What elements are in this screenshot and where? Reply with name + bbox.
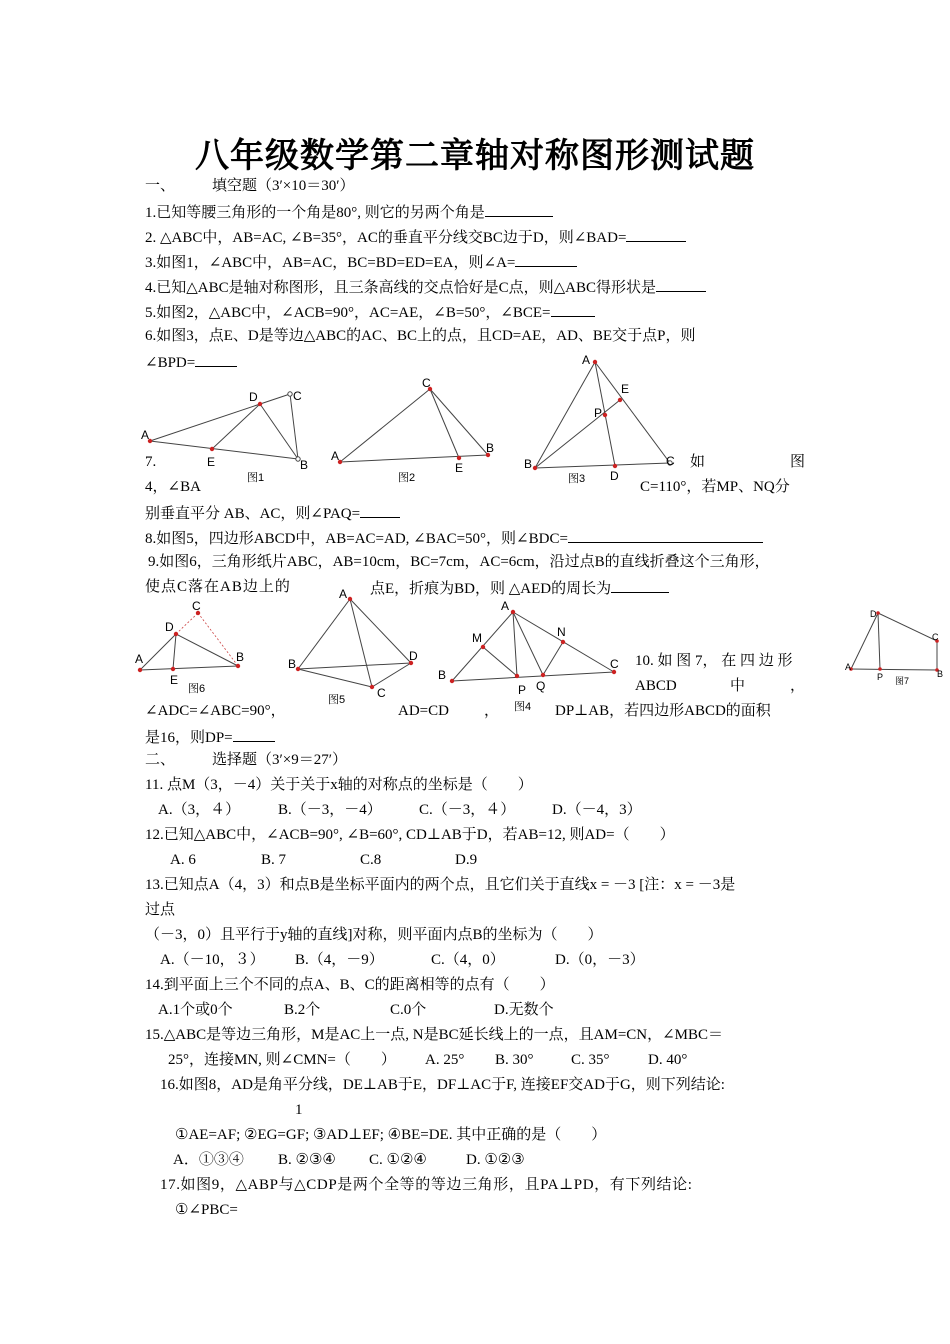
question-15-line1: 15.△ABC是等边三角形，M是AC上一点, N是BC延长线上的一点，且AM=CN，∠MBC＝ — [145, 1027, 724, 1043]
figure-2 — [325, 375, 505, 485]
question-13-line1: 13.已知点A（4，3）和点B是坐标平面内的两个点，且它们关于直线x = －3 [注：x = －3是 — [145, 877, 736, 893]
q15-option-c: C. 35° — [571, 1052, 610, 1068]
question-9-line1: 9.如图6，三角形纸片ABC，AB=10cm，BC=7cm，AC=6cm，沿过点B的直线折叠这个三角形， — [148, 554, 770, 570]
question-10-comma: ， — [790, 678, 806, 694]
fig1-label-e: E — [207, 455, 216, 469]
answer-blank — [233, 726, 275, 742]
figure-5 — [285, 585, 425, 710]
question-10-zhong: 中 — [730, 678, 746, 694]
fig1-label-d: D — [249, 390, 258, 404]
question-16-number: 1 — [295, 1102, 303, 1118]
fig4-label-b: B — [438, 668, 447, 682]
q16-option-b: B. ②③④ — [278, 1152, 336, 1168]
fig5-label-b: B — [288, 657, 297, 671]
question-5: 5.如图2，△ABC中，∠ACB=90°，AC=AE，∠B=50°，∠BCE= — [145, 301, 595, 323]
question-7-word1: 如 — [690, 454, 706, 470]
q13-option-b: B.（4，－9） — [295, 952, 384, 968]
question-7-part4: 别垂直平分 AB、AC，则∠PAQ= — [145, 502, 400, 524]
fig5-label-a: A — [339, 587, 348, 601]
section2-number: 二、 — [145, 752, 176, 768]
answer-blank — [626, 226, 686, 242]
fig1-caption: 图1 — [247, 472, 265, 484]
question-10-line2a: ∠ADC=∠ABC=90°， — [145, 703, 286, 719]
fig2-caption: 图2 — [398, 472, 416, 484]
fig7-label-d: D — [870, 609, 877, 619]
question-6-line2: ∠BPD= — [145, 351, 237, 373]
q11-option-c: C.（－3，４） — [419, 802, 516, 818]
question-7-part3: C=110°，若MP、NQ分 — [640, 479, 790, 495]
question-17-line1: 17.如图9，△ABP与△CDP是两个全等的等边三角形，且PA⊥PD，有下列结论: — [160, 1177, 693, 1193]
fig3-caption: 图3 — [568, 473, 586, 485]
q12-option-d: D.9 — [455, 852, 478, 868]
section1-number: 一、 — [145, 178, 176, 194]
answer-blank — [656, 276, 706, 292]
fig7-label-c: C — [932, 632, 939, 642]
fig3-label-a: A — [582, 353, 591, 367]
fig7-caption: 图7 — [895, 676, 910, 686]
fig1-label-b: B — [300, 458, 309, 472]
question-4: 4.已知△ABC是轴对称图形，且三条高线的交点恰好是C点，则△ABC得形状是 — [145, 276, 706, 298]
q13-option-d: D.（0，－3） — [555, 952, 645, 968]
answer-blank — [195, 351, 237, 367]
fig4-label-a: A — [501, 599, 510, 613]
fig6-label-d: D — [165, 620, 174, 634]
question-1: 1.已知等腰三角形的一个角是80°, 则它的另两个角是 — [145, 201, 553, 223]
fig4-label-p: P — [518, 683, 527, 697]
question-6-line1: 6.如图3，点E、D是等边△ABC的AC、BC上的点，且CD=AE，AD、BE交于点P，则 — [145, 328, 696, 344]
q13-option-a: A.（－10，３） — [160, 952, 265, 968]
fig5-label-c: C — [377, 686, 386, 700]
fig6-label-a: A — [135, 652, 144, 666]
section1-label: 填空题（3′×10＝30′） — [212, 178, 355, 194]
question-11: 11. 点M（3，－4）关于关于x轴的对称点的坐标是（ ） — [145, 777, 533, 793]
answer-blank — [485, 201, 553, 217]
section2-label: 选择题（3′×9＝27′） — [212, 752, 348, 768]
fig3-label-c: C — [666, 454, 675, 468]
q16-option-a: A．①③④ — [173, 1152, 244, 1168]
q14-option-c: C.0个 — [390, 1002, 427, 1018]
answer-blank — [515, 251, 577, 267]
figure-7 — [840, 605, 945, 685]
figure-4 — [432, 595, 632, 715]
q11-option-b: B.（－3，－4） — [278, 802, 382, 818]
q15-option-b: B. 30° — [495, 1052, 534, 1068]
question-7-word2: 图 — [790, 454, 806, 470]
question-10-line2b: AD=CD — [398, 703, 449, 719]
q15-option-a: A. 25° — [425, 1052, 465, 1068]
fig2-label-e: E — [455, 461, 464, 475]
question-10-line1: 10. 如 图 7， 在 四 边 形 — [635, 653, 793, 669]
fig6-label-b: B — [236, 650, 245, 664]
question-8: 8.如图5，四边形ABCD中，AB=AC=AD, ∠BAC=50°，则∠BDC= — [145, 527, 763, 549]
question-2: 2. △ABC中，AB=AC, ∠B=35°，AC的垂直平分线交BC边于D，则∠BAD= — [145, 226, 686, 248]
q12-option-b: B. 7 — [261, 852, 287, 868]
question-3: 3.如图1，∠ABC中，AB=AC，BC=BD=ED=EA，则∠A= — [145, 251, 577, 273]
q12-option-a: A. 6 — [170, 852, 196, 868]
q13-option-c: C.（4，0） — [431, 952, 505, 968]
question-16-line1: 16.如图8，AD是角平分线，DE⊥AB于E，DF⊥AC于F, 连接EF交AD于G，则下列结论: — [160, 1077, 725, 1093]
fig7-label-p: P — [877, 672, 884, 682]
question-16-line2: ①AE=AF; ②EG=GF; ③AD⊥EF; ④BE=DE. 其中正确的是（ ） — [175, 1127, 607, 1143]
fig4-label-c: C — [610, 657, 619, 671]
fig6-label-e: E — [170, 673, 179, 687]
fig1-label-c: C — [293, 389, 302, 403]
question-12: 12.已知△ABC中，∠ACB=90°, ∠B=60°, CD⊥AB于D，若AB=12, 则AD=（ ） — [145, 827, 675, 843]
page-title: 八年级数学第二章轴对称图形测试题 — [195, 136, 755, 176]
q14-option-d: D.无数个 — [494, 1002, 554, 1018]
fig7-label-a: A — [845, 662, 852, 672]
q16-option-c: C. ①②④ — [369, 1152, 427, 1168]
answer-blank — [551, 301, 595, 317]
question-14: 14.到平面上三个不同的点A、B、C的距离相等的点有（ ） — [145, 977, 555, 993]
fig2-label-c: C — [422, 376, 431, 390]
fig4-label-q: Q — [536, 679, 546, 693]
q12-option-c: C.8 — [360, 852, 382, 868]
question-9-line2: 使点C落在AB边上的 — [145, 579, 291, 595]
question-13-line2: 过点 — [145, 902, 176, 918]
fig2-label-b: B — [486, 441, 495, 455]
answer-blank — [360, 502, 400, 518]
q11-option-a: A.（3，４） — [158, 802, 241, 818]
question-10-abcd: ABCD — [635, 678, 677, 694]
fig1-label-a: A — [141, 428, 150, 442]
question-15-line2: 25°，连接MN, 则∠CMN=（ ） — [168, 1052, 396, 1068]
question-17-line2: ①∠PBC= — [175, 1202, 238, 1218]
q11-option-d: D.（－4，3） — [552, 802, 642, 818]
question-13-line3: （－3，0）且平行于y轴的直线]对称，则平面内点B的坐标为（ ） — [145, 927, 603, 943]
figure-6 — [130, 598, 250, 698]
figure-3 — [520, 350, 685, 490]
fig4-label-m: M — [472, 631, 482, 645]
fig3-label-e: E — [621, 382, 630, 396]
fig6-label-c: C — [192, 599, 201, 613]
figure-1 — [130, 380, 330, 490]
answer-blank — [568, 527, 763, 543]
fig3-label-d: D — [610, 469, 619, 483]
fig3-label-p: P — [594, 406, 603, 420]
question-10-line2d: DP⊥AB，若四边形ABCD的面积 — [555, 703, 771, 719]
question-10-line3: 是16，则DP= — [145, 726, 275, 748]
q14-option-b: B.2个 — [284, 1002, 321, 1018]
fig7-label-b: B — [937, 669, 944, 679]
fig3-label-b: B — [524, 457, 533, 471]
question-7-start: 7. — [145, 454, 157, 470]
q16-option-d: D. ①②③ — [466, 1152, 525, 1168]
q15-option-d: D. 40° — [648, 1052, 688, 1068]
fig5-label-d: D — [409, 649, 418, 663]
question-10-line2c: ， — [484, 703, 500, 719]
fig4-caption: 图4 — [514, 701, 532, 713]
answer-blank — [611, 577, 669, 593]
fig5-caption: 图5 — [328, 694, 346, 706]
fig6-caption: 图6 — [188, 683, 206, 695]
question-9-line2b: 点E，折痕为BD，则 △AED的周长为 — [370, 577, 669, 599]
question-7-part2: 4，∠BA — [145, 479, 201, 495]
fig4-label-n: N — [557, 625, 566, 639]
q14-option-a: A.1个或0个 — [158, 1002, 233, 1018]
fig2-label-a: A — [331, 449, 340, 463]
